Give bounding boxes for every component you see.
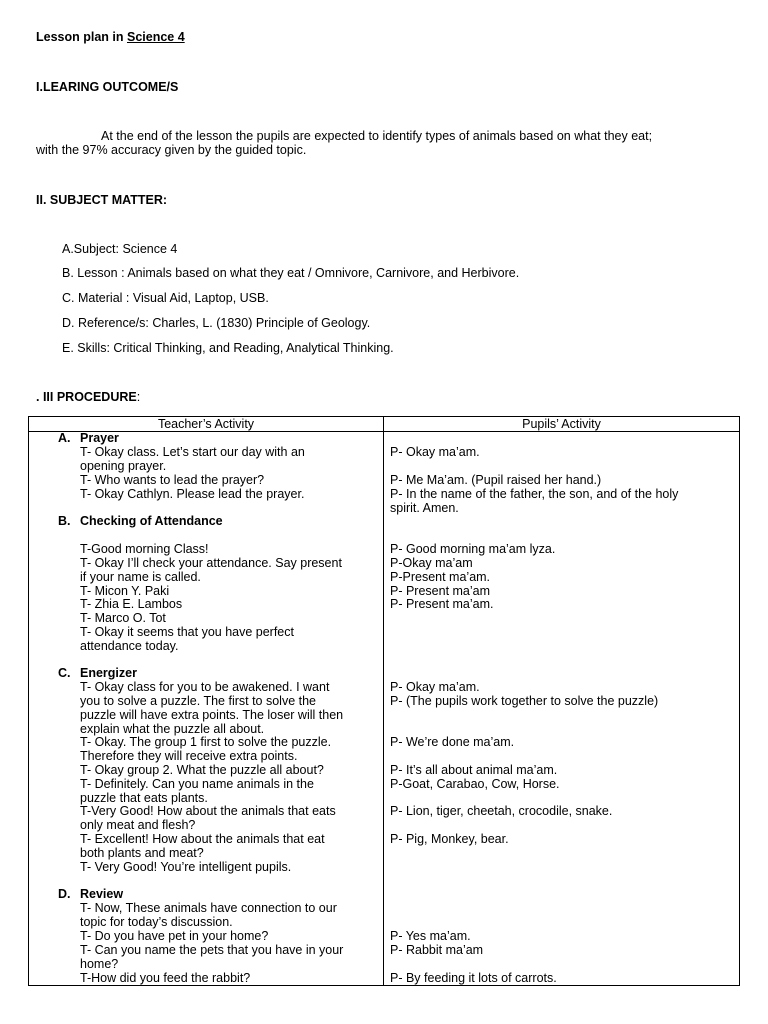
teacher-line: T- Okay group 2. What the puzzle all about? [80, 763, 324, 777]
pupil-line: P- Lion, tiger, cheetah, crocodile, snake. [390, 804, 613, 818]
teacher-line: T- Okay. The group 1 first to solve the puzzle. [80, 735, 332, 749]
teacher-line: only meat and flesh? [80, 818, 196, 832]
teacher-line: T- Can you name the pets that you have in your [80, 943, 344, 957]
activity-table [28, 416, 740, 986]
section-prayer [58, 431, 119, 445]
teacher-line: T- Marco O. Tot [80, 611, 166, 625]
header-divider [29, 431, 739, 432]
teacher-line: T- Okay class. Let’s start our day with an [80, 445, 305, 459]
teacher-activity-header: Teacher’s Activity [157, 417, 255, 431]
learning-outcome-line-1: At the end of the lesson the pupils are expected to identify types of animals based on what they eat; [101, 129, 653, 143]
teacher-line: Therefore they will receive extra points. [80, 749, 298, 763]
pupil-line: P- We’re done ma’am. [390, 735, 515, 749]
section-letter: D. [58, 887, 71, 901]
teacher-line: opening prayer. [80, 459, 167, 473]
section-review [58, 887, 123, 901]
pupil-line: P-Goat, Carabao, Cow, Horse. [390, 777, 560, 791]
teacher-line: T-How did you feed the rabbit? [80, 971, 251, 985]
title-prefix: Lesson plan in [36, 30, 127, 44]
teacher-line: topic for today’s discussion. [80, 915, 233, 929]
pupil-line: P- Okay ma’am. [390, 445, 480, 459]
pupil-line: spirit. Amen. [390, 501, 459, 515]
subject-matter-item: B. Lesson : Animals based on what they eat / Omnivore, Carnivore, and Herbivore. [62, 266, 520, 280]
learning-outcome-line-2: with the 97% accuracy given by the guided topic. [36, 143, 307, 157]
section-energizer [58, 666, 137, 680]
subject-matter-item: D. Reference/s: Charles, L. (1830) Principle of Geology. [62, 316, 371, 330]
section-letter: A. [58, 431, 71, 445]
pupil-line: P- Good morning ma’am lyza. [390, 542, 556, 556]
pupil-line: P- Present ma’am. [390, 597, 494, 611]
teacher-line: puzzle will have extra points. The loser will then [80, 708, 344, 722]
teacher-line: T-Good morning Class! [80, 542, 209, 556]
pupil-line: P- It’s all about animal ma’am. [390, 763, 558, 777]
lesson-plan-title [36, 30, 185, 44]
teacher-line: both plants and meat? [80, 846, 204, 860]
section-title: Prayer [80, 431, 119, 445]
pupils-activity-header: Pupils’ Activity [522, 417, 601, 431]
procedure-heading-text: . III PROCEDURE [36, 390, 137, 404]
subject-matter-heading: II. SUBJECT MATTER: [36, 193, 168, 207]
section-title: Review [80, 887, 124, 901]
pupil-line: P- In the name of the father, the son, and of the holy [390, 487, 679, 501]
learning-outcome-heading: I.LEARING OUTCOME/S [36, 80, 179, 94]
section-attendance [58, 514, 223, 528]
section-letter: C. [58, 666, 71, 680]
subject-matter-item: E. Skills: Critical Thinking, and Reading, Analytical Thinking. [62, 341, 394, 355]
teacher-line: attendance today. [80, 639, 179, 653]
title-subject: Science 4 [127, 30, 185, 44]
column-divider [383, 417, 384, 985]
teacher-line: T- Okay it seems that you have perfect [80, 625, 294, 639]
procedure-heading [36, 390, 140, 404]
pupil-line: P- Yes ma’am. [390, 929, 471, 943]
teacher-line: T- Very Good! You’re intelligent pupils. [80, 860, 292, 874]
teacher-line: T- Now, These animals have connection to our [80, 901, 337, 915]
teacher-line: T- Zhia E. Lambos [80, 597, 183, 611]
section-letter: B. [58, 514, 71, 528]
procedure-heading-colon: : [136, 390, 141, 404]
pupil-line: P-Present ma’am. [390, 570, 491, 584]
subject-matter-item: C. Material : Visual Aid, Laptop, USB. [62, 291, 269, 305]
teacher-line: T-Very Good! How about the animals that eats [80, 804, 336, 818]
teacher-line: if your name is called. [80, 570, 201, 584]
teacher-line: T- Okay Cathlyn. Please lead the prayer. [80, 487, 305, 501]
teacher-line: T- Definitely. Can you name animals in the [80, 777, 314, 791]
pupil-line: P- Rabbit ma’am [390, 943, 484, 957]
teacher-line: T- Excellent! How about the animals that eat [80, 832, 325, 846]
teacher-line: explain what the puzzle all about. [80, 722, 265, 736]
teacher-line: T- Okay I’ll check your attendance. Say present [80, 556, 342, 570]
pupil-line: P-Okay ma’am [390, 556, 473, 570]
pupil-line: P- By feeding it lots of carrots. [390, 971, 557, 985]
pupil-line: P- Me Ma’am. (Pupil raised her hand.) [390, 473, 602, 487]
teacher-line: home? [80, 957, 119, 971]
teacher-line: puzzle that eats plants. [80, 791, 208, 805]
teacher-line: T- Do you have pet in your home? [80, 929, 269, 943]
teacher-line: you to solve a puzzle. The first to solve the [80, 694, 317, 708]
teacher-line: T- Micon Y. Paki [80, 584, 170, 598]
teacher-line: T- Okay class for you to be awakened. I want [80, 680, 330, 694]
section-title: Energizer [80, 666, 137, 680]
subject-matter-item: A.Subject: Science 4 [62, 242, 178, 256]
pupil-line: P- Okay ma’am. [390, 680, 480, 694]
pupil-line: P- (The pupils work together to solve the puzzle) [390, 694, 659, 708]
section-title: Checking of Attendance [80, 514, 223, 528]
pupil-line: P- Pig, Monkey, bear. [390, 832, 509, 846]
teacher-line: T- Who wants to lead the prayer? [80, 473, 265, 487]
pupil-line: P- Present ma’am [390, 584, 491, 598]
